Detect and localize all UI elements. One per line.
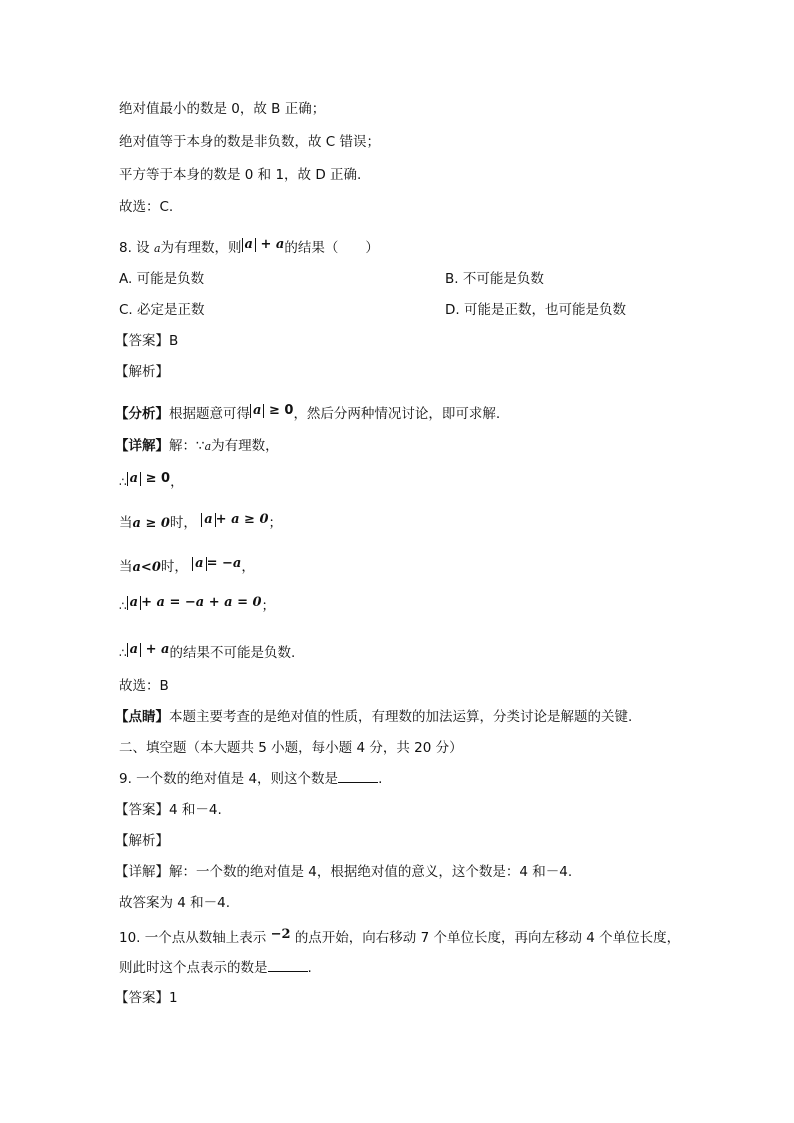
q8-case1: [119, 514, 282, 533]
q8-prefix: 8. 设: [119, 240, 154, 256]
q8-suffix: 的结果（ ）: [284, 240, 379, 256]
q8-choice: 故选：B: [119, 678, 169, 694]
q8-answer: 【答案】B: [115, 333, 179, 349]
step3-math: [127, 642, 170, 657]
therefore-symbol: ∴: [119, 646, 127, 660]
abs-bars: a: [127, 472, 141, 486]
comment-label: 【点睛】: [115, 709, 169, 725]
detail-label: 【详解】: [115, 438, 169, 454]
abs-bars: a: [201, 513, 215, 527]
abs-bars: a: [192, 557, 206, 571]
q10-stem-line2: [119, 959, 312, 977]
therefore-symbol: ∴: [119, 475, 127, 489]
q8-step3: [119, 644, 295, 663]
detail-post: 为有理数，: [211, 438, 279, 454]
step2-math: [127, 595, 262, 610]
case1-expr: + a ≥ 0: [215, 512, 269, 527]
q9-stem-pre: 9. 一个数的绝对值是 4，则这个数是: [119, 771, 339, 787]
fenxi-text-post: ，然后分两种情况讨论，即可求解.: [293, 406, 501, 422]
case2-punct: ，: [241, 559, 255, 575]
answer-blank: [268, 959, 308, 972]
abs-bars: a: [127, 643, 141, 657]
q9-answer: 【答案】4 和－4.: [115, 802, 222, 818]
prev-solution-choice: 故选：C.: [119, 199, 174, 215]
case2-pre: 当: [119, 559, 133, 575]
fenxi-label: 【分析】: [115, 406, 169, 422]
fenxi-rel: ≥ 0: [268, 403, 294, 418]
abs-bars: a: [127, 596, 141, 610]
q10-line2-pre: 则此时这个点表示的数是: [119, 960, 268, 976]
q10-math: −2: [270, 927, 291, 942]
case2-mid: 时，: [160, 559, 188, 575]
step2-punct: ；: [261, 598, 276, 614]
step1-punct: ，: [170, 474, 184, 490]
case1-mid: 时，: [169, 515, 197, 531]
q8-comment: [115, 708, 632, 726]
q8-expression: [242, 237, 285, 252]
q9-analysis-header: 【解析】: [115, 833, 169, 849]
q8-analysis-header: 【解析】: [115, 364, 169, 380]
q8-case2: [119, 558, 255, 577]
q8-step2: [119, 597, 275, 616]
case2-cond: a<0: [132, 560, 161, 575]
q8-option-a: A. 可能是负数: [119, 271, 205, 287]
fenxi-math: [250, 403, 293, 418]
q8-var: a: [153, 242, 161, 255]
prev-solution-line-2: 绝对值等于本身的数是非负数，故 C 错误；: [119, 134, 381, 150]
q10-stem: [119, 929, 680, 948]
q8-fenxi: [115, 405, 500, 424]
abs-bars: a: [250, 404, 264, 418]
q10-stem-pre: 10. 一个点从数轴上表示: [119, 930, 267, 946]
q9-conclusion: 故答案为 4 和－4.: [119, 895, 231, 911]
q8-step1: [119, 473, 184, 492]
step3-post: 的结果不可能是负数.: [169, 645, 296, 661]
q10-answer: 【答案】1: [115, 990, 178, 1006]
abs-bars: a: [242, 238, 256, 252]
q8-option-b: B. 不可能是负数: [445, 271, 544, 287]
case1-cond: a ≥ 0: [132, 516, 170, 531]
q10-line2-post: .: [307, 960, 312, 976]
fenxi-text-pre: 根据题意可得: [169, 406, 250, 422]
comment-text: 本题主要考查的是绝对值的性质，有理数的加法运算，分类讨论是解题的关键.: [169, 709, 633, 725]
q8-option-d: D. 可能是正数，也可能是负数: [445, 302, 626, 318]
detail-var: a: [204, 440, 212, 453]
q8-expr-plus: + a: [260, 237, 285, 252]
case2-expr: = −a: [206, 556, 242, 571]
q9-detail: 【详解】解：一个数的绝对值是 4，根据绝对值的意义，这个数是：4 和－4.: [115, 864, 573, 880]
answer-blank: [338, 770, 378, 783]
step2-expr: + a = −a + a = 0: [141, 595, 262, 610]
case2-math: [192, 556, 241, 571]
step1-math: [127, 471, 170, 486]
step1-rel: ≥ 0: [145, 471, 171, 486]
section-2-title: 二、填空题（本大题共 5 小题，每小题 4 分，共 20 分）: [119, 740, 463, 756]
q9-stem: [119, 770, 382, 788]
q8-option-c: C. 必定是正数: [119, 302, 205, 318]
step3-expr: + a: [145, 642, 170, 657]
case1-pre: 当: [119, 515, 133, 531]
therefore-symbol: ∴: [119, 599, 127, 613]
q9-stem-post: .: [378, 771, 383, 787]
q8-detail: [115, 437, 279, 456]
q10-stem-post: 的点开始，向右移动 7 个单位长度，再向左移动 4 个单位长度，: [294, 930, 681, 946]
detail-pre: 解：∵: [169, 438, 205, 454]
q8-mid: 为有理数，则: [160, 240, 242, 256]
q8-stem: [119, 239, 379, 258]
prev-solution-line-3: 平方等于本身的数是 0 和 1，故 D 正确.: [119, 167, 362, 183]
prev-solution-line-1: 绝对值最小的数是 0，故 B 正确；: [119, 101, 326, 117]
case1-math: [201, 512, 268, 527]
case1-punct: ；: [268, 515, 282, 531]
